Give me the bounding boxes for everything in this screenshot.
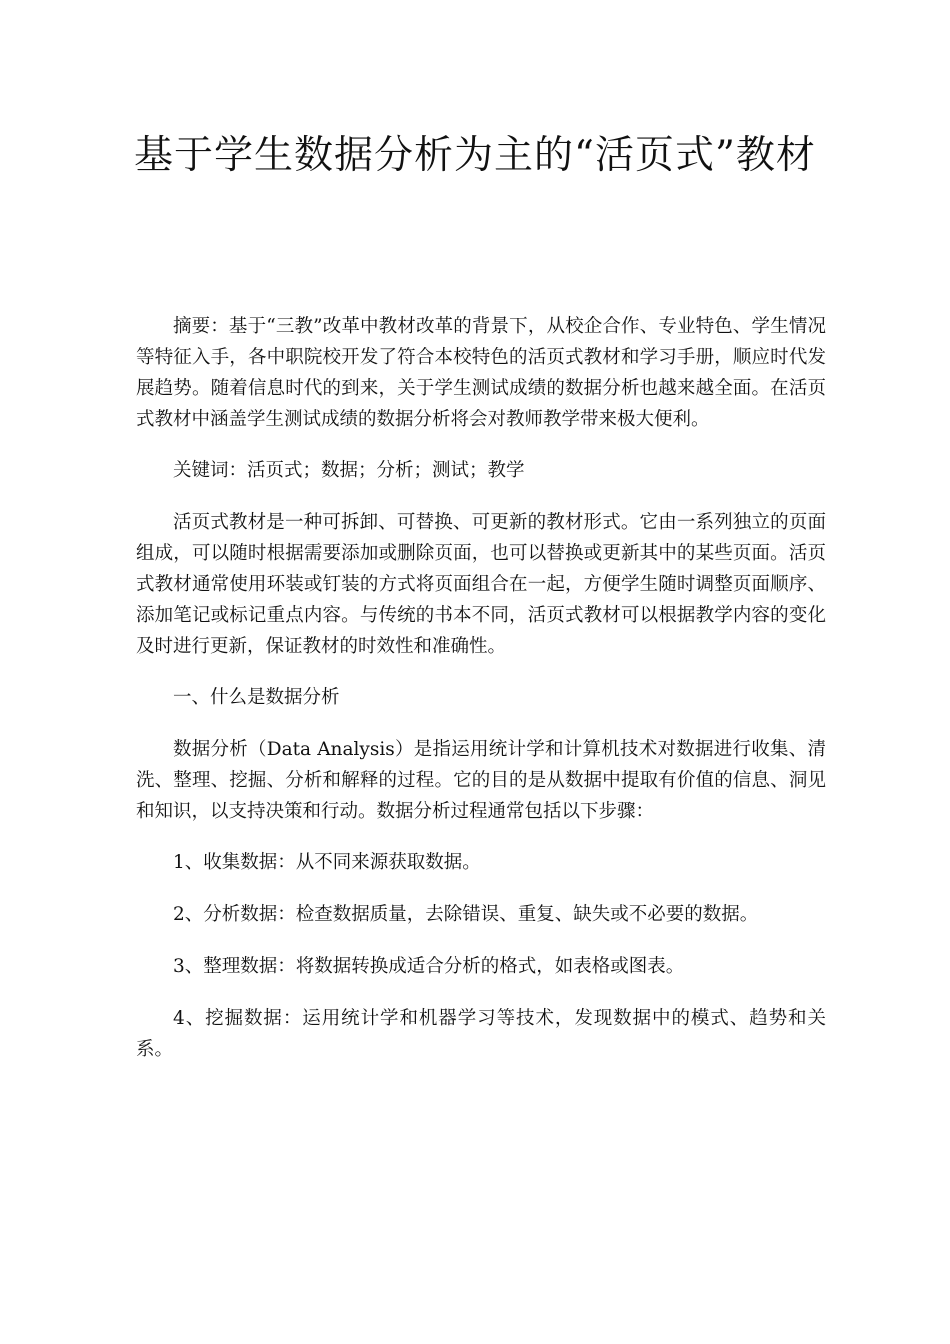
section-heading: 一、什么是数据分析 — [173, 687, 340, 708]
section-body-paragraph: 数据分析（Data Analysis）是指运用统计学和计算机技术对数据进行收集、清洗、整理、挖掘、分析和解释的过程。它的目的是从数据中提取有价值的信息、洞见和知识，以支持决策和行动。数据分析过程通常包括以下步骤： — [136, 739, 826, 822]
intro-paragraph: 活页式教材是一种可拆卸、可替换、可更新的教材形式。它由一系列独立的页面组成，可以随时根据需要添加或删除页面，也可以替换或更新其中的某些页面。活页式教材通常使用环装或钉装的方式将页面组合在一起，方便学生随时调整页面顺序、添加笔记或标记重点内容。与传统的书本不同，活页式教材可以根据教学内容的变化及时进行更新，保证教材的时效性和准确性。 — [136, 512, 826, 657]
abstract-paragraph: 摘要：基于“三教”改革中教材改革的背景下，从校企合作、专业特色、学生情况等特征入手，各中职院校开发了符合本校特色的活页式教材和学习手册，顺应时代发展趋势。随着信息时代的到来，关于学生测试成绩的数据分析也越来越全面。在活页式教材中涵盖学生测试成绩的数据分析将会对教师教学带来极大便利。 — [136, 316, 826, 430]
document-title: 基于学生数据分析为主的“活页式”教材 — [134, 133, 816, 178]
step-item: 1、收集数据：从不同来源获取数据。 — [173, 852, 481, 873]
keywords-line: 关键词：活页式；数据；分析；测试；教学 — [173, 460, 525, 481]
step-item: 2、分析数据：检查数据质量，去除错误、重复、缺失或不必要的数据。 — [173, 904, 759, 925]
step-item: 4、挖掘数据：运用统计学和机器学习等技术，发现数据中的模式、趋势和关系。 — [136, 1008, 826, 1060]
step-item: 3、整理数据：将数据转换成适合分析的格式，如表格或图表。 — [173, 956, 685, 977]
document-body — [136, 311, 826, 1085]
